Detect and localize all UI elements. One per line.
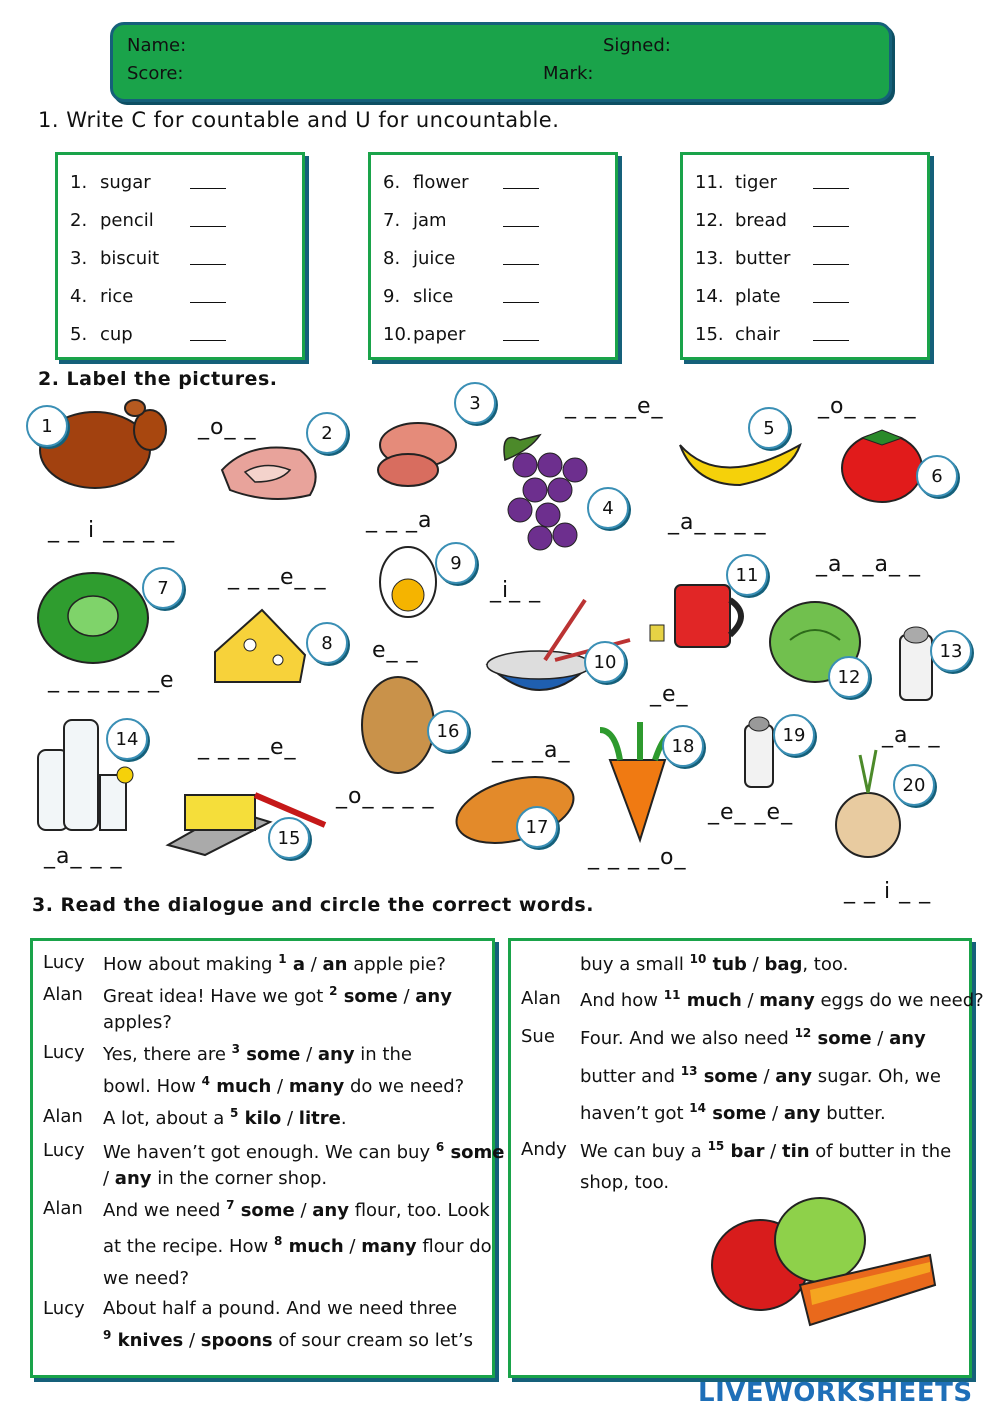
item-word: cup (100, 323, 133, 345)
answer-blank[interactable] (813, 175, 849, 189)
dialogue-text-part: / (741, 990, 760, 1011)
speaker-name: Lucy (43, 1140, 85, 1161)
dialogue-line (580, 988, 984, 1011)
section1-title: 1. Write C for countable and U for uncountable. (38, 108, 560, 132)
dialogue-text-part: / (281, 1108, 299, 1129)
answer-blank[interactable] (813, 251, 849, 265)
banana-picture (680, 445, 800, 485)
dialogue-line (103, 1234, 492, 1257)
word-choice[interactable]: an (322, 954, 348, 975)
dialogue-line (103, 1074, 464, 1097)
word-choice[interactable]: spoons (200, 1330, 273, 1351)
signed-label: Signed: (603, 35, 671, 56)
item-word: pencil (100, 209, 154, 231)
word-row (70, 315, 290, 353)
dialogue-text-part: We haven’t got enough. We can buy (103, 1142, 436, 1163)
tea-mug-picture (650, 585, 741, 647)
picture-number-15: 15 (268, 817, 310, 859)
dialogue-line (103, 1198, 490, 1221)
label-answer-field[interactable]: _a_ _a_ _ (816, 552, 921, 577)
dialogue-text-part: do we need? (344, 1076, 465, 1097)
dialogue-line (103, 1012, 172, 1033)
dialogue-text-part: And we need (103, 1200, 227, 1221)
speaker-name: Lucy (43, 952, 85, 973)
dialogue-text-part: / (746, 954, 765, 975)
dialogue-line (103, 1298, 457, 1319)
picture-number-9: 9 (435, 542, 477, 584)
word-choice[interactable]: any (114, 1168, 152, 1189)
item-number: 13. (695, 247, 724, 269)
dialogue-line (103, 1106, 347, 1129)
apple-pie-picture (700, 1180, 950, 1335)
label-answer-field[interactable]: _ _ _e_ _ (228, 565, 327, 590)
item-number: 11. (695, 171, 724, 193)
dialogue-text-part: flour, too. Look (348, 1200, 490, 1221)
picture-number-8: 8 (306, 622, 348, 664)
item-number: 1. (70, 171, 88, 193)
word-row (383, 239, 603, 277)
word-choice[interactable]: some (706, 1103, 767, 1124)
word-box-1 (55, 152, 305, 360)
meat-picture (222, 448, 316, 500)
dialogue-text-part: we need? (103, 1268, 190, 1289)
gap-number: 11 (663, 988, 681, 1002)
dialogue-line (103, 1328, 473, 1351)
dialogue-text-part: in the (354, 1044, 412, 1065)
potato-picture (362, 677, 434, 773)
label-answer-field[interactable]: _ _ _ _o_ (588, 845, 687, 870)
label-answer-field[interactable]: _ _ _a_ (492, 738, 571, 763)
picture-number-14: 14 (106, 718, 148, 760)
item-word: sugar (100, 171, 151, 193)
mark-label: Mark: (543, 63, 594, 84)
dialogue-line (580, 1064, 941, 1087)
picture-number-7: 7 (142, 567, 184, 609)
gap-number: 2 (329, 984, 338, 998)
word-choice[interactable]: litre (298, 1108, 341, 1129)
pepper-shaker-picture (745, 717, 773, 787)
item-word: slice (413, 285, 454, 307)
dialogue-text-part: sugar. Oh, we (811, 1066, 941, 1087)
word-row (383, 163, 603, 201)
word-choice[interactable]: many (361, 1236, 417, 1257)
word-choice[interactable]: some (234, 1200, 295, 1221)
dialogue-text-part: of butter in the (809, 1141, 952, 1162)
word-row (383, 277, 603, 315)
item-word: flower (413, 171, 469, 193)
gap-number: 13 (680, 1064, 698, 1078)
answer-blank[interactable] (190, 213, 226, 227)
word-row (695, 239, 915, 277)
picture-number-16: 16 (427, 710, 469, 752)
label-answer-field[interactable]: _ _ _ _e_ (565, 394, 664, 419)
dialogue-text-part: of sour cream so let’s (272, 1330, 473, 1351)
speaker-name: Alan (43, 984, 83, 1005)
picture-number-19: 19 (773, 714, 815, 756)
label-answer-field[interactable]: _a_ _ (882, 723, 941, 748)
gap-number: 15 (707, 1139, 725, 1153)
picture-number-11: 11 (726, 554, 768, 596)
picture-number-4: 4 (587, 487, 629, 529)
liveworksheets-logo[interactable]: LIVEWORKSHEETS (698, 1378, 973, 1408)
dialogue-text-part: How about making (103, 954, 279, 975)
dialogue-text-part: / (397, 986, 416, 1007)
word-choice[interactable]: tub (706, 954, 747, 975)
gap-number: 10 (689, 952, 707, 966)
dialogue-text-part: Great idea! Have we got (103, 986, 330, 1007)
label-answer-field[interactable]: _o_ _ (198, 415, 257, 440)
speaker-name: Alan (43, 1106, 83, 1127)
label-answer-field[interactable]: _ _ i _ _ _ _ (48, 518, 176, 543)
picture-number-5: 5 (748, 407, 790, 449)
word-choice[interactable]: any (317, 1044, 355, 1065)
answer-blank[interactable] (813, 213, 849, 227)
item-number: 3. (70, 247, 88, 269)
dialogue-text-part: / (103, 1168, 115, 1189)
label-answer-field[interactable]: e_ _ (372, 638, 419, 663)
word-choice[interactable]: many (759, 990, 815, 1011)
dialogue-text-part: Four. And we also need (580, 1028, 795, 1049)
score-label: Score: (127, 63, 184, 84)
word-choice[interactable]: some (697, 1066, 758, 1087)
word-choice[interactable]: any (415, 986, 452, 1007)
item-word: butter (735, 247, 791, 269)
word-choice[interactable]: bar (724, 1141, 765, 1162)
dialogue-text-part: A lot, about a (103, 1108, 230, 1129)
label-answer-field[interactable]: _ _ i _ _ (844, 879, 932, 904)
onion-picture (836, 750, 900, 857)
word-choice[interactable]: much (282, 1236, 344, 1257)
item-word: paper (413, 323, 466, 345)
label-answer-field[interactable]: _e_ _e_ (708, 800, 794, 825)
answer-blank[interactable] (503, 175, 539, 189)
dialogue-line (580, 1172, 669, 1193)
gap-number: 8 (273, 1234, 283, 1248)
gap-number: 5 (229, 1106, 239, 1120)
gap-number: 14 (689, 1101, 706, 1115)
item-word: jam (413, 209, 447, 231)
answer-blank[interactable] (503, 289, 539, 303)
item-word: juice (413, 247, 456, 269)
dialogue-text-part: / (304, 954, 323, 975)
dialogue-text-part: And how (580, 990, 664, 1011)
gap-number: 9 (103, 1328, 112, 1342)
item-number: 6. (383, 171, 401, 193)
egg-picture (380, 547, 436, 617)
dialogue-text-part: butter and (580, 1066, 681, 1087)
picture-number-6: 6 (916, 455, 958, 497)
item-word: rice (100, 285, 134, 307)
dialogue-text-part: eggs do we need? (814, 990, 984, 1011)
word-box-2 (368, 152, 618, 360)
dialogue-line (103, 1268, 189, 1289)
dialogue-text-part: shop, too. (580, 1172, 670, 1193)
dialogue-text-part: We can buy a (580, 1141, 708, 1162)
word-row (695, 163, 915, 201)
dialogue-line (103, 1168, 327, 1189)
answer-blank[interactable] (190, 327, 226, 341)
label-answer-field[interactable]: _i_ _ (490, 578, 542, 603)
dialogue-line (580, 1139, 951, 1162)
picture-number-3: 3 (454, 382, 496, 424)
item-number: 9. (383, 285, 401, 307)
dialogue-text-part: / (183, 1330, 201, 1351)
gap-number: 1 (278, 952, 287, 966)
word-choice[interactable]: much (209, 1076, 272, 1097)
label-answer-field[interactable]: _ _ _ _ _ _e (48, 668, 175, 693)
speaker-name: Lucy (43, 1298, 85, 1319)
word-row (695, 315, 915, 353)
item-number: 5. (70, 323, 88, 345)
word-row (70, 277, 290, 315)
dialogue-text-part: / (871, 1028, 890, 1049)
label-answer-field[interactable]: _e_ (650, 682, 689, 707)
word-choice[interactable]: a (286, 954, 305, 975)
word-row (383, 201, 603, 239)
dialogue-text-part: buy a small (580, 954, 690, 975)
section3-title: 3. Read the dialogue and circle the correct words. (32, 894, 594, 916)
dialogue-text-part: haven’t got (580, 1103, 690, 1124)
item-number: 10. (383, 323, 412, 345)
word-choice[interactable]: bag (764, 954, 803, 975)
picture-number-20: 20 (893, 764, 935, 806)
dialogue-text-part: / (757, 1066, 776, 1087)
answer-blank[interactable] (813, 289, 849, 303)
picture-number-10: 10 (584, 641, 626, 683)
item-word: chair (735, 323, 780, 345)
word-choice[interactable]: some (337, 986, 398, 1007)
picture-number-12: 12 (828, 656, 870, 698)
dialogue-text-part: About half a pound. And we need three (103, 1298, 458, 1319)
picture-number-1: 1 (26, 405, 68, 447)
dialogue-text-part: . (340, 1108, 347, 1129)
dialogue-text-part: butter. (820, 1103, 886, 1124)
dialogue-text-part: / (764, 1141, 782, 1162)
dialogue-line (580, 1101, 886, 1124)
dialogue-text-part: / (766, 1103, 784, 1124)
dialogue-text-part: / (271, 1076, 289, 1097)
word-choice[interactable]: some (811, 1028, 872, 1049)
speaker-name: Lucy (43, 1042, 85, 1063)
word-row (695, 201, 915, 239)
picture-number-13: 13 (930, 630, 972, 672)
word-choice[interactable]: tin (781, 1141, 810, 1162)
lettuce-picture (38, 573, 148, 663)
dialogue-text-part: flour do (416, 1236, 492, 1257)
dialogue-line (103, 984, 452, 1007)
word-choice[interactable]: many (288, 1076, 345, 1097)
dialogue-text-part: Yes, there are (103, 1044, 232, 1065)
word-row (383, 315, 603, 353)
gap-number: 3 (231, 1042, 241, 1056)
item-number: 8. (383, 247, 401, 269)
dialogue-text-part: at the recipe. How (103, 1236, 274, 1257)
food-pictures (0, 390, 1000, 890)
item-number: 12. (695, 209, 724, 231)
cheese-picture (215, 610, 305, 682)
dialogue-line (580, 1026, 926, 1049)
word-row (70, 201, 290, 239)
section2-title: 2. Label the pictures. (38, 368, 278, 390)
item-number: 7. (383, 209, 401, 231)
dialogue-line (103, 1042, 412, 1065)
word-choice[interactable]: kilo (238, 1108, 282, 1129)
dialogue-text-part: in the corner shop. (151, 1168, 328, 1189)
gap-number: 4 (201, 1074, 210, 1088)
item-number: 4. (70, 285, 88, 307)
answer-blank[interactable] (190, 175, 226, 189)
word-choice[interactable]: any (783, 1103, 821, 1124)
grapes-picture (504, 435, 587, 550)
word-choice[interactable]: any (889, 1028, 926, 1049)
word-row (70, 239, 290, 277)
answer-blank[interactable] (190, 251, 226, 265)
answer-blank[interactable] (503, 213, 539, 227)
student-info-header (110, 22, 892, 102)
word-row (70, 163, 290, 201)
dialogue-text-part: bowl. How (103, 1076, 202, 1097)
word-row (695, 277, 915, 315)
dialogue-text-part: / (300, 1044, 318, 1065)
dialogue-text-part: apples? (103, 1012, 172, 1033)
label-answer-field[interactable]: _o_ _ _ _ (818, 394, 917, 419)
word-choice[interactable]: some (240, 1044, 301, 1065)
word-box-3 (680, 152, 930, 360)
label-answer-field[interactable]: _ _ _ _e_ (198, 735, 297, 760)
dialogue-line (103, 1140, 505, 1163)
answer-blank[interactable] (503, 327, 539, 341)
answer-blank[interactable] (813, 327, 849, 341)
item-word: tiger (735, 171, 777, 193)
speaker-name: Andy (521, 1139, 567, 1160)
item-number: 2. (70, 209, 88, 231)
gap-number: 12 (794, 1026, 812, 1040)
item-word: plate (735, 285, 781, 307)
picture-number-17: 17 (516, 806, 558, 848)
label-answer-field[interactable]: _o_ _ _ _ (336, 784, 435, 809)
label-answer-field[interactable]: _ _ _a (366, 508, 433, 533)
speaker-name: Alan (521, 988, 561, 1009)
word-choice[interactable]: knives (111, 1330, 184, 1351)
dialogue-text-part: / (343, 1236, 362, 1257)
word-choice[interactable]: any (312, 1200, 349, 1221)
ham-picture (378, 423, 456, 486)
answer-blank[interactable] (503, 251, 539, 265)
answer-blank[interactable] (190, 289, 226, 303)
word-choice[interactable]: any (775, 1066, 812, 1087)
gap-number: 7 (226, 1198, 235, 1212)
picture-number-2: 2 (306, 412, 348, 454)
name-label: Name: (127, 35, 187, 56)
label-answer-field[interactable]: _a_ _ _ (44, 844, 123, 869)
label-answer-field[interactable]: _a_ _ _ _ (668, 510, 767, 535)
dialogue-line (580, 952, 848, 975)
speaker-name: Alan (43, 1198, 83, 1219)
picture-number-18: 18 (662, 725, 704, 767)
speaker-name: Sue (521, 1026, 555, 1047)
tomato-picture (842, 430, 922, 502)
dialogue-line (103, 952, 446, 975)
gap-number: 6 (435, 1140, 445, 1154)
dialogue-text-part: apple pie? (347, 954, 446, 975)
dialogue-text-part: / (294, 1200, 313, 1221)
bread-picture (449, 765, 580, 854)
salt-shaker-picture (900, 627, 932, 700)
word-choice[interactable]: much (680, 990, 742, 1011)
word-choice[interactable]: some (444, 1142, 505, 1163)
dialogue-text-part: , too. (802, 954, 849, 975)
item-word: biscuit (100, 247, 160, 269)
item-number: 14. (695, 285, 724, 307)
item-number: 15. (695, 323, 724, 345)
item-word: bread (735, 209, 787, 231)
